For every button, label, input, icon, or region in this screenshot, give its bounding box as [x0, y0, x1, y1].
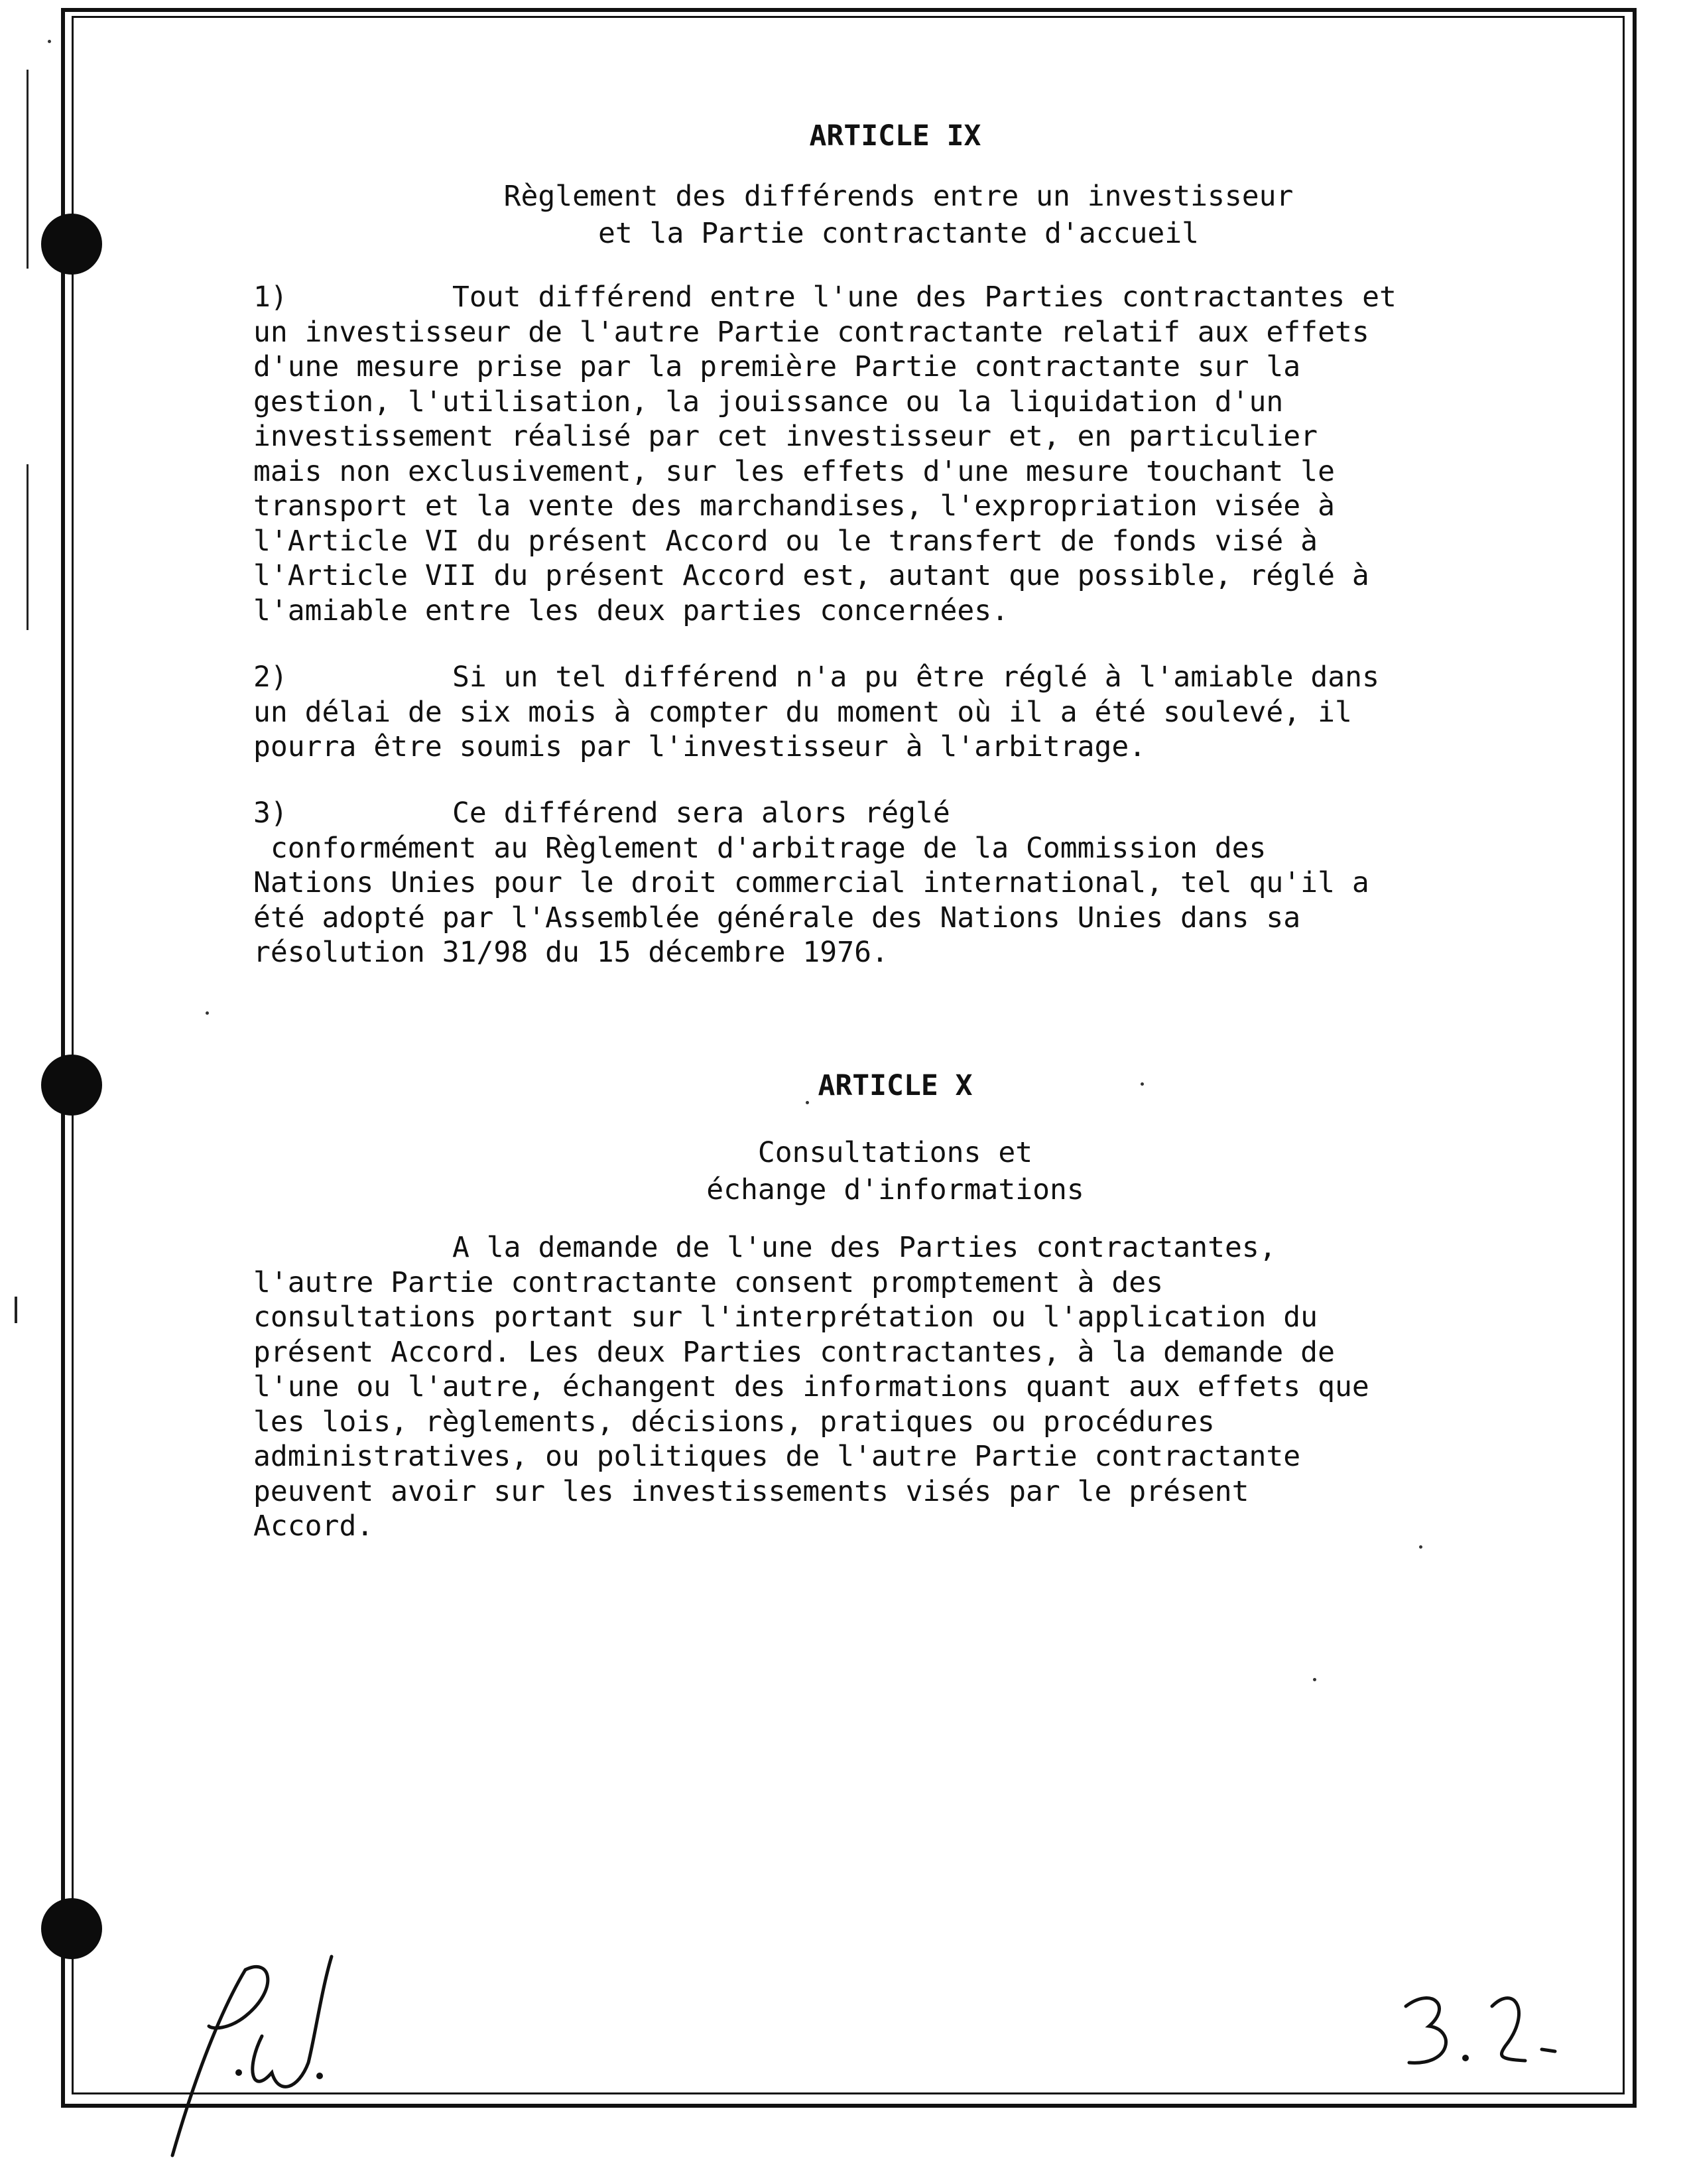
handwritten-initials — [146, 1943, 358, 2162]
paragraph-line: un délai de six mois à compter du moment où il a été soulevé, il — [253, 695, 1352, 729]
paragraph-line: l'amiable entre les deux parties concernées. — [253, 594, 1009, 627]
article-10-subtitle-line-2: échange d'informations — [706, 1173, 1084, 1206]
article-10-subtitle — [0, 1134, 1683, 1208]
paragraph-line: gestion, l'utilisation, la jouissance ou la liquidation d'un — [253, 385, 1284, 418]
paragraph-line: mais non exclusivement, sur les effets d'une mesure touchant le — [253, 454, 1335, 488]
article-10-heading: ARTICLE X — [818, 1069, 973, 1102]
paragraph-line: résolution 31/98 du 15 décembre 1976. — [253, 936, 889, 969]
paragraph-line: présent Accord. Les deux Parties contractantes, à la demande de — [253, 1335, 1335, 1369]
scan-speck — [1419, 1545, 1422, 1549]
article-9-paragraph-2 — [253, 660, 1379, 765]
article-9-heading: ARTICLE IX — [809, 119, 981, 153]
article-9-subtitle-line-1: Règlement des différends entre un investisseur — [503, 180, 1294, 213]
article-9-subtitle-line-2: et la Partie contractante d'accueil — [597, 217, 1200, 250]
paragraph-line: l'une ou l'autre, échangent des informations quant aux effets que — [253, 1370, 1369, 1403]
paragraph-number: 3) — [253, 797, 288, 830]
scan-speck — [48, 40, 51, 43]
scan-speck — [1313, 1678, 1316, 1681]
paragraph-line: transport et la vente des marchandises, l'expropriation visée à — [253, 489, 1335, 523]
paragraph-line: investissement réalisé par cet investisseur et, en particulier — [253, 420, 1318, 453]
paragraph-line: les lois, règlements, décisions, pratiques ou procédures — [253, 1405, 1215, 1439]
scan-mark — [27, 464, 29, 630]
paragraph-line: consultations portant sur l'interprétation ou l'application du — [253, 1301, 1318, 1334]
article-10-subtitle-line-1: Consultations et — [757, 1136, 1033, 1169]
article-9-paragraph-3 — [253, 796, 1369, 970]
paragraph-line: un investisseur de l'autre Partie contractante relatif aux effets — [253, 315, 1369, 349]
article-9-paragraph-1 — [253, 280, 1397, 628]
paragraph-line: l'Article VI du présent Accord ou le transfert de fonds visé à — [253, 524, 1318, 558]
paragraph-number: 2) — [253, 661, 288, 694]
paragraph-line: été adopté par l'Assemblée générale des Nations Unies dans sa — [253, 901, 1301, 934]
paragraph-number: 1) — [253, 281, 288, 314]
paragraph-line: l'Article VII du présent Accord est, autant que possible, réglé à — [253, 559, 1369, 592]
paragraph-line: d'une mesure prise par la première Partie contractante sur la — [253, 350, 1301, 383]
article-10-body — [253, 1230, 1369, 1544]
paragraph-line: administratives, ou politiques de l'autre Partie contractante — [253, 1440, 1301, 1473]
paragraph-line: pourra être soumis par l'investisseur à l'arbitrage. — [253, 730, 1147, 763]
paragraph-line: Accord. — [253, 1510, 374, 1543]
paragraph-line: Tout différend entre l'une des Parties contractantes et — [452, 281, 1397, 314]
handwritten-page-number — [1393, 1980, 1565, 2086]
paragraph-line: l'autre Partie contractante consent promptement à des — [253, 1265, 1164, 1299]
paragraph-line: Nations Unies pour le droit commercial international, tel qu'il a — [253, 866, 1369, 899]
scan-speck — [206, 1011, 209, 1015]
paragraph-line: A la demande de l'une des Parties contractantes, — [452, 1231, 1277, 1264]
paragraph-line: Si un tel différend n'a pu être réglé à l'amiable dans — [452, 661, 1379, 694]
paragraph-line: Ce différend sera alors réglé — [452, 797, 950, 830]
punch-hole-bottom — [41, 1898, 102, 1959]
article-9-subtitle — [0, 178, 1683, 252]
paragraph-line: peuvent avoir sur les investissements visés par le présent — [253, 1474, 1249, 1508]
paragraph-line: conformément au Règlement d'arbitrage de la Commission des — [253, 831, 1267, 865]
scan-mark — [15, 1297, 17, 1323]
